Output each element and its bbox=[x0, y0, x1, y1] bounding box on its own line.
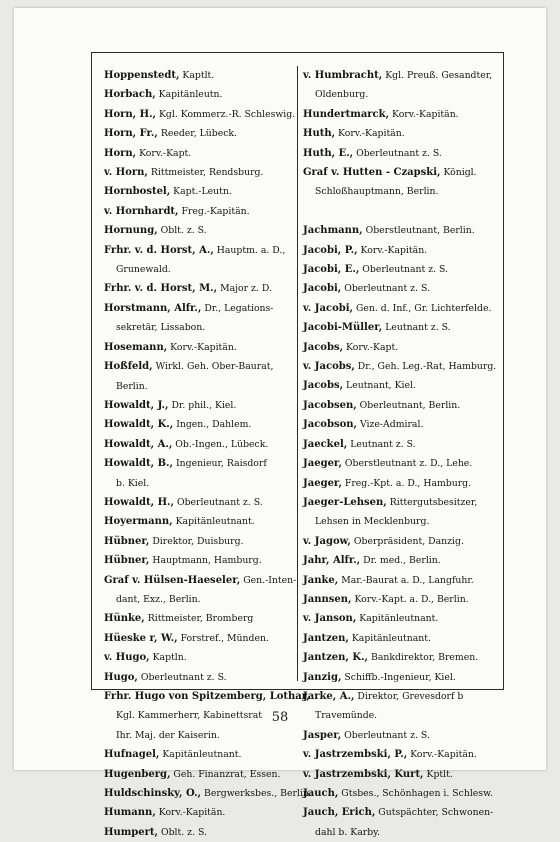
entry-name: Hünke, bbox=[104, 613, 145, 625]
entry-name: Jahr, Alfr., bbox=[303, 555, 361, 567]
directory-entry bbox=[104, 512, 292, 531]
entry-details: Königl. bbox=[440, 167, 477, 179]
right-column bbox=[303, 66, 499, 842]
entry-name: Jacobsen, bbox=[303, 399, 357, 411]
entry-details: Gen. d. Inf., Gr. Lichterfelde. bbox=[353, 302, 492, 314]
directory-entry bbox=[104, 415, 292, 434]
section-spacer bbox=[303, 202, 499, 221]
entry-name: Jantzen, bbox=[303, 632, 349, 644]
entry-details: Schiffb.-Ingenieur, Kiel. bbox=[341, 671, 456, 683]
directory-entry bbox=[303, 590, 499, 609]
entry-name: Janke, bbox=[303, 574, 339, 586]
entry-details: Oberstleutnant z. D., Lehe. bbox=[341, 458, 473, 470]
directory-entry bbox=[303, 163, 499, 182]
directory-entry bbox=[104, 221, 292, 240]
entry-name: Jacobi, bbox=[303, 283, 342, 295]
entry-name: Jaeckel, bbox=[303, 438, 348, 450]
entry-details: Korv.-Kapt. a. D., Berlin. bbox=[351, 593, 469, 605]
entry-name: Hosemann, bbox=[104, 341, 168, 353]
directory-entry bbox=[104, 668, 292, 687]
entry-details: Freg.-Kapitän. bbox=[178, 205, 250, 217]
directory-entry bbox=[303, 357, 499, 376]
entry-name: Graf v. Hülsen-Haeseler, bbox=[104, 574, 241, 586]
directory-entry bbox=[104, 182, 292, 201]
entry-details: Kgl. Kommerz.-R. Schleswig. bbox=[156, 108, 296, 120]
entry-name: Huth, E., bbox=[303, 147, 354, 159]
entry-name: Horn, bbox=[104, 147, 137, 159]
directory-entry bbox=[104, 551, 292, 570]
directory-entry bbox=[303, 415, 499, 434]
entry-name: Humpert, bbox=[104, 826, 159, 838]
directory-entry bbox=[104, 124, 292, 143]
entry-continuation: Grunewald. bbox=[116, 264, 171, 276]
directory-entry bbox=[303, 221, 499, 240]
entry-continuation: dahl b. Karby. bbox=[315, 826, 381, 838]
entry-name: Howaldt, H., bbox=[104, 496, 174, 508]
entry-details: Kapitänleutn. bbox=[155, 89, 223, 101]
entry-name: Horstmann, Alfr., bbox=[104, 302, 202, 314]
directory-entry bbox=[104, 241, 292, 260]
entry-details: Wirkl. Geh. Ober-Baurat, bbox=[152, 361, 274, 373]
directory-entry bbox=[303, 745, 499, 764]
entry-name: Jacobs, bbox=[303, 380, 344, 392]
directory-entry bbox=[303, 629, 499, 648]
entry-name: Jacobs, bbox=[303, 341, 344, 353]
entry-details: Dr., Legations- bbox=[201, 302, 274, 314]
entry-details: Major z. D. bbox=[217, 283, 272, 295]
entry-name: Hornbostel, bbox=[104, 186, 171, 198]
directory-entry bbox=[303, 571, 499, 590]
entry-name: v. Hornhardt, bbox=[104, 205, 179, 217]
directory-entry bbox=[303, 726, 499, 745]
entry-details: Gtsbes., Schönhagen i. Schlesw. bbox=[338, 788, 493, 800]
directory-entry bbox=[303, 784, 499, 803]
entry-name: Hugenberg, bbox=[104, 768, 171, 780]
directory-entry bbox=[303, 687, 499, 706]
entry-details: Oberleutnant z. S. bbox=[341, 729, 430, 741]
entry-name: Jacobi, P., bbox=[303, 244, 358, 256]
entry-details: Rittmeister, Bromberg bbox=[144, 613, 254, 625]
directory-entry bbox=[303, 396, 499, 415]
entry-name: v. Jacobi, bbox=[303, 302, 354, 314]
entry-name: Jaeger-Lehsen, bbox=[303, 496, 387, 508]
directory-entry bbox=[104, 144, 292, 163]
entry-name: Hübner, bbox=[104, 535, 150, 547]
directory-entry bbox=[104, 105, 296, 124]
directory-entry bbox=[303, 338, 499, 357]
entry-details: Korv.-Kapitän. bbox=[407, 749, 477, 761]
entry-details: Vize-Admiral. bbox=[357, 419, 424, 431]
directory-entry bbox=[104, 66, 292, 85]
directory-entry bbox=[104, 765, 292, 784]
entry-details: Korv.-Kapitän. bbox=[155, 807, 226, 819]
entry-details: Dr., Geh. Leg.-Rat, Hamburg. bbox=[354, 361, 497, 373]
entry-name: Hornung, bbox=[104, 225, 158, 237]
entry-details: Kapt.-Leutn. bbox=[170, 186, 232, 198]
entry-name: Howaldt, B., bbox=[104, 458, 173, 470]
column-divider bbox=[297, 66, 298, 681]
directory-entry bbox=[303, 648, 499, 667]
entry-name: Jacobi, E., bbox=[303, 264, 360, 276]
directory-entry bbox=[104, 202, 292, 221]
directory-entry bbox=[104, 784, 312, 803]
entry-name: Huldschinsky, O., bbox=[104, 788, 202, 800]
entry-continuation: Kgl. Kammerherr, Kabinettsrat bbox=[116, 710, 262, 722]
entry-name: Jaeger, bbox=[303, 458, 342, 470]
entry-details: Rittmeister, Rendsburg. bbox=[147, 167, 264, 179]
entry-name: Frhr. v. d. Horst, A., bbox=[104, 244, 214, 256]
entry-name: Hugo, bbox=[104, 671, 138, 683]
entry-details: Rittergutsbesitzer, bbox=[386, 496, 478, 508]
directory-entry bbox=[104, 163, 292, 182]
directory-entry bbox=[303, 668, 499, 687]
entry-name: Jauch, Erich, bbox=[303, 807, 376, 819]
entry-details: Kapitänleutnant. bbox=[172, 516, 255, 528]
directory-entry bbox=[303, 435, 499, 454]
entry-details: Gen.-Inten- bbox=[240, 574, 297, 586]
entry-name: Howaldt, A., bbox=[104, 438, 173, 450]
directory-entry bbox=[303, 551, 499, 570]
entry-details: Kapitänleutnant. bbox=[356, 613, 439, 625]
entry-details: Korv.-Kapitän. bbox=[335, 128, 405, 140]
entry-name: v. Jagow, bbox=[303, 535, 351, 547]
entry-details: Ingenieur, Raisdorf bbox=[173, 458, 267, 470]
entry-name: Howaldt, K., bbox=[104, 419, 174, 431]
directory-entry bbox=[104, 571, 297, 590]
entry-details: Oberpräsident, Danzig. bbox=[350, 535, 464, 547]
entry-name: Jasper, bbox=[303, 729, 342, 741]
entry-name: Jacobi-Müller, bbox=[303, 322, 383, 334]
entry-name: Hoyermann, bbox=[104, 516, 173, 528]
directory-entry bbox=[303, 279, 499, 298]
entry-details: Direktor, Duisburg. bbox=[149, 535, 244, 547]
entry-details: Dr. phil., Kiel. bbox=[168, 399, 237, 411]
directory-entry bbox=[303, 609, 499, 628]
directory-entry bbox=[104, 803, 292, 822]
entry-name: v. Jastrzembski, Kurt, bbox=[303, 768, 424, 780]
directory-entry bbox=[303, 765, 499, 784]
entry-details: Korv.-Kapitän. bbox=[357, 244, 428, 256]
entry-continuation: Ihr. Maj. der Kaiserin. bbox=[116, 729, 220, 741]
entry-details: Leutnant z. S. bbox=[347, 438, 416, 450]
entry-details: Korv.-Kapitän. bbox=[389, 108, 459, 120]
entry-details: Korv.-Kapt. bbox=[136, 147, 192, 159]
directory-entry bbox=[104, 435, 292, 454]
entry-details: Hauptmann, Hamburg. bbox=[149, 555, 262, 567]
entry-name: Jacobson, bbox=[303, 419, 358, 431]
directory-entry bbox=[104, 629, 292, 648]
directory-entry bbox=[303, 532, 499, 551]
entry-name: Hoppenstedt, bbox=[104, 70, 180, 81]
entry-name: Hübner, bbox=[104, 555, 150, 567]
entry-details: Ingen., Dahlem. bbox=[173, 419, 252, 431]
entry-name: Janzig, bbox=[303, 671, 342, 683]
entry-details: Korv.-Kapitän. bbox=[167, 341, 237, 353]
directory-entry bbox=[104, 357, 292, 376]
entry-name: v. Hugo, bbox=[104, 652, 150, 664]
entry-details: Reeder, Lübeck. bbox=[157, 128, 238, 140]
entry-details: Bankdirektor, Bremen. bbox=[368, 652, 479, 664]
entry-details: Oberstleutnant, Berlin. bbox=[362, 225, 475, 237]
directory-entry bbox=[303, 376, 499, 395]
entry-details: Mar.-Baurat a. D., Langfuhr. bbox=[338, 574, 474, 586]
entry-name: Graf v. Hutten - Czapski, bbox=[303, 167, 441, 179]
entry-details: Oblt. z. S. bbox=[157, 225, 207, 237]
entry-details: Geh. Finanzrat, Essen. bbox=[170, 768, 281, 780]
entry-name: v. Jastrzembski, P., bbox=[303, 749, 408, 761]
directory-entry bbox=[303, 454, 499, 473]
entry-name: v. Jacobs, bbox=[303, 361, 355, 373]
directory-entry bbox=[303, 260, 499, 279]
left-column bbox=[104, 66, 312, 842]
entry-name: Howaldt, J., bbox=[104, 399, 169, 411]
entry-details: Oblt. z. S. bbox=[158, 826, 207, 838]
directory-entry bbox=[303, 299, 499, 318]
directory-entry bbox=[303, 803, 499, 822]
entry-name: Jantzen, K., bbox=[303, 652, 369, 664]
entry-continuation: dant, Exz., Berlin. bbox=[116, 593, 201, 605]
entry-name: v. Humbracht, bbox=[303, 70, 383, 81]
directory-entry bbox=[104, 823, 292, 842]
page-number: 58 bbox=[271, 710, 289, 725]
entry-details: Ob.-Ingen., Lübeck. bbox=[172, 438, 269, 450]
entry-continuation: Travemünde. bbox=[315, 710, 378, 722]
directory-entry bbox=[303, 241, 499, 260]
entry-name: Frhr. Hugo von Spitzemberg, Lothar, bbox=[104, 691, 310, 702]
entry-continuation: sekretär, Lissabon. bbox=[116, 322, 206, 334]
entry-details: Kapitänleutnant. bbox=[159, 749, 242, 761]
entry-name: v. Janson, bbox=[303, 613, 357, 625]
entry-details: Bergwerksbes., Berlin. bbox=[201, 788, 312, 800]
entry-name: Jannsen, bbox=[303, 593, 352, 605]
entry-continuation: b. Kiel. bbox=[116, 477, 150, 489]
entry-details: Kaptlt. bbox=[179, 70, 215, 81]
directory-entry bbox=[104, 396, 292, 415]
entry-continuation: Lehsen in Mecklenburg. bbox=[315, 516, 430, 528]
entry-details: Kptlt. bbox=[423, 768, 453, 780]
entry-name: Jarke, A., bbox=[303, 690, 355, 702]
entry-details: Hauptm. a. D., bbox=[213, 244, 286, 256]
directory-entry bbox=[104, 609, 292, 628]
entry-details: Kgl. Preuß. Gesandter, bbox=[382, 70, 493, 81]
entry-details: Kaptln. bbox=[149, 652, 187, 664]
directory-entry bbox=[303, 124, 499, 143]
entry-name: Jauch, bbox=[303, 788, 339, 800]
entry-details: Dr. med., Berlin. bbox=[360, 555, 441, 567]
entry-details: Oberleutnant z. S. bbox=[353, 147, 442, 159]
entry-details: Oberleutnant, Berlin. bbox=[356, 399, 461, 411]
entry-details: Oberleutnant z. S. bbox=[341, 283, 430, 295]
entry-name: Hüeske r, W., bbox=[104, 632, 178, 644]
directory-entry bbox=[104, 279, 292, 298]
entry-name: Horn, H., bbox=[104, 108, 157, 120]
directory-entry bbox=[303, 66, 499, 85]
entry-name: Hoßfeld, bbox=[104, 361, 153, 373]
directory-entry bbox=[104, 454, 292, 473]
entry-continuation: Schloßhauptmann, Berlin. bbox=[315, 186, 439, 198]
directory-entry bbox=[104, 648, 292, 667]
entry-details: Korv.-Kapt. bbox=[343, 341, 399, 353]
entry-name: Hundertmarck, bbox=[303, 108, 390, 120]
entry-name: Horn, Fr., bbox=[104, 128, 158, 140]
directory-entry bbox=[104, 85, 292, 104]
directory-entry bbox=[303, 474, 499, 493]
entry-name: Humann, bbox=[104, 807, 156, 819]
entry-name: Hufnagel, bbox=[104, 749, 160, 761]
entry-name: Huth, bbox=[303, 128, 336, 140]
entry-details: Leutnant, Kiel. bbox=[343, 380, 416, 392]
directory-entry bbox=[104, 532, 292, 551]
entry-details: Forstref., Münden. bbox=[177, 632, 269, 644]
directory-entry bbox=[303, 144, 499, 163]
directory-entry bbox=[104, 745, 292, 764]
entry-details: Gutspächter, Schwonen- bbox=[375, 807, 494, 819]
entry-name: v. Horn, bbox=[104, 167, 148, 179]
directory-entry bbox=[104, 493, 292, 512]
entry-name: Jachmann, bbox=[303, 225, 363, 237]
directory-entry bbox=[104, 299, 292, 318]
entry-details: Leutnant z. S. bbox=[382, 322, 451, 334]
directory-entry bbox=[303, 105, 499, 124]
entry-details: Oberleutnant z. S. bbox=[359, 264, 448, 276]
entry-details: Oberleutnant z. S. bbox=[137, 671, 227, 683]
entry-details: Freg.-Kpt. a. D., Hamburg. bbox=[341, 477, 472, 489]
directory-entry bbox=[104, 687, 310, 706]
directory-entry bbox=[303, 493, 499, 512]
directory-entry bbox=[104, 338, 292, 357]
entry-details: Kapitänleutnant. bbox=[348, 632, 431, 644]
entry-details: Oberleutnant z. S. bbox=[174, 496, 263, 508]
entry-name: Frhr. v. d. Horst, M., bbox=[104, 283, 218, 295]
entry-continuation: Berlin. bbox=[116, 380, 148, 392]
entry-continuation: Oldenburg. bbox=[315, 89, 369, 101]
entry-details: Direktor, Grevesdorf b bbox=[354, 690, 464, 702]
entry-name: Jaeger, bbox=[303, 477, 342, 489]
directory-entry bbox=[303, 318, 499, 337]
entry-name: Horbach, bbox=[104, 89, 156, 101]
